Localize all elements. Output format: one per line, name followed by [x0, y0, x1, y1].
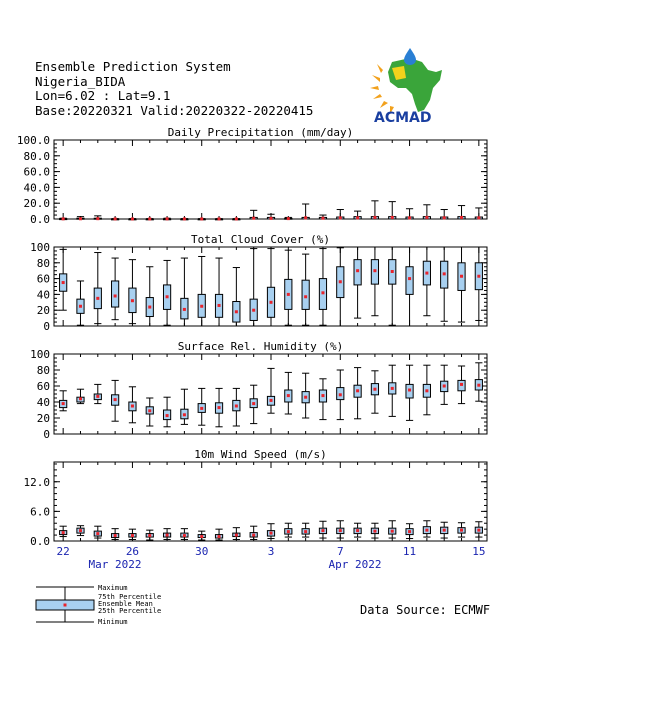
mean-marker: [270, 399, 273, 402]
box-day-16: [319, 249, 326, 326]
box-day-14: [285, 217, 292, 220]
box-day-17: [337, 248, 344, 326]
box-day-15: [302, 254, 309, 325]
mean-marker: [148, 534, 151, 537]
legend-mean-marker: [64, 604, 67, 607]
y-tick-label: 80: [36, 256, 50, 270]
panel-title: Total Cloud Cover (%): [190, 233, 331, 246]
box-day-13: [267, 214, 274, 220]
box-day-8: [181, 529, 188, 540]
mean-marker: [373, 216, 376, 219]
box-iqr: [112, 281, 119, 307]
panel-1: [17, 126, 487, 226]
mean-marker: [408, 389, 411, 392]
mean-marker: [200, 305, 203, 308]
legend-label-p25: 25th Percentile: [98, 607, 162, 615]
box-day-14: [285, 523, 292, 537]
box-day-5: [129, 260, 136, 324]
box-day-23: [441, 522, 448, 538]
y-tick-label: 0: [43, 320, 50, 333]
y-tick-label: 12.0: [23, 475, 50, 489]
x-tick-label: 22: [56, 545, 70, 558]
mean-marker: [79, 305, 82, 308]
mean-marker: [339, 280, 342, 283]
y-tick-label: 100.0: [16, 134, 50, 147]
header-coordinates: Lon=6.02 : Lat=9.1: [35, 88, 171, 103]
box-day-12: [250, 526, 257, 539]
mean-marker: [477, 384, 480, 387]
box-day-2: [77, 217, 84, 221]
month-label: Mar 2022: [88, 558, 142, 571]
mean-marker: [321, 394, 324, 397]
legend-label-p75: 75th Percentile: [98, 593, 162, 601]
box-day-16: [319, 521, 326, 538]
y-tick-label: 20: [36, 304, 50, 318]
y-tick-label: 40.0: [23, 181, 50, 195]
box-day-20: [389, 202, 396, 219]
mean-marker: [218, 217, 221, 220]
box-day-15: [302, 204, 309, 219]
mean-marker: [425, 389, 428, 392]
y-tick-label: 20: [36, 412, 50, 425]
box-iqr: [302, 280, 309, 309]
box-day-19: [371, 247, 378, 316]
mean-marker: [460, 275, 463, 278]
box-day-5: [129, 217, 136, 220]
box-day-5: [129, 529, 136, 539]
legend-label-min: Minimum: [98, 618, 128, 626]
mean-marker: [304, 396, 307, 399]
box-day-1: [60, 249, 67, 310]
mean-marker: [131, 217, 134, 220]
box-day-19: [371, 201, 378, 219]
mean-marker: [408, 277, 411, 280]
box-day-24: [458, 523, 465, 537]
mean-marker: [460, 216, 463, 219]
mean-marker: [287, 530, 290, 533]
mean-marker: [321, 217, 324, 220]
box-day-6: [146, 398, 153, 426]
mean-marker: [321, 529, 324, 532]
mean-marker: [200, 535, 203, 538]
box-day-1: [60, 217, 67, 220]
legend: [36, 584, 161, 626]
box-day-7: [163, 397, 170, 427]
box-day-20: [389, 365, 396, 416]
box-day-18: [354, 368, 361, 419]
box-day-14: [285, 250, 292, 325]
mean-marker: [114, 534, 117, 537]
y-tick-label: 80.0: [23, 149, 50, 163]
mean-marker: [373, 269, 376, 272]
box-day-9: [198, 388, 205, 425]
box-day-23: [441, 210, 448, 220]
mean-marker: [235, 405, 238, 408]
mean-marker: [235, 217, 238, 220]
mean-marker: [477, 529, 480, 532]
box-day-17: [337, 370, 344, 420]
box-day-20: [389, 521, 396, 538]
mean-marker: [148, 306, 151, 309]
mean-marker: [443, 216, 446, 219]
mean-marker: [443, 385, 446, 388]
y-tick-label: 80: [36, 364, 50, 377]
mean-marker: [356, 389, 359, 392]
mean-marker: [408, 530, 411, 533]
box-day-22: [423, 247, 430, 316]
box-day-8: [181, 389, 188, 424]
box-day-21: [406, 209, 413, 220]
mean-marker: [287, 217, 290, 220]
mean-marker: [166, 217, 169, 220]
box-day-3: [94, 253, 101, 324]
y-tick-label: 60: [36, 380, 50, 393]
box-day-2: [77, 389, 84, 403]
box-day-15: [302, 373, 309, 418]
box-day-1: [60, 526, 67, 536]
box-day-25: [475, 363, 482, 401]
box-day-8: [181, 258, 188, 326]
mean-marker: [252, 402, 255, 405]
box-day-16: [319, 379, 326, 420]
mean-marker: [321, 291, 324, 294]
mean-marker: [218, 304, 221, 307]
panel-4: [24, 448, 488, 548]
legend-label-mean: Ensemble Mean: [98, 600, 153, 608]
y-tick-label: 0.0: [30, 535, 50, 548]
box-day-17: [337, 210, 344, 220]
box-day-4: [112, 258, 119, 320]
mean-marker: [131, 534, 134, 537]
mean-marker: [183, 534, 186, 537]
box-day-13: [267, 249, 274, 326]
box-day-6: [146, 217, 153, 220]
mean-marker: [373, 530, 376, 533]
x-tick-label: 26: [125, 545, 140, 558]
box-day-3: [94, 216, 101, 220]
box-day-10: [215, 217, 222, 220]
box-day-8: [181, 217, 188, 220]
box-day-12: [250, 385, 257, 423]
box-day-10: [215, 258, 222, 326]
box-day-13: [267, 368, 274, 413]
box-day-16: [319, 215, 326, 220]
y-tick-label: 60.0: [23, 165, 50, 179]
mean-marker: [183, 308, 186, 311]
x-tick-label: 30: [195, 545, 209, 558]
box-day-1: [60, 391, 67, 411]
mean-marker: [252, 217, 255, 220]
mean-marker: [114, 217, 117, 220]
data-source-label: Data Source: ECMWF: [360, 603, 491, 617]
mean-marker: [460, 529, 463, 532]
mean-marker: [62, 531, 65, 534]
month-label: Apr 2022: [328, 558, 382, 571]
box-day-21: [406, 365, 413, 420]
mean-marker: [96, 217, 99, 220]
x-tick-label: 11: [402, 545, 417, 558]
mean-marker: [62, 281, 65, 284]
mean-marker: [339, 393, 342, 396]
panel-frame: [54, 140, 487, 219]
mean-marker: [270, 532, 273, 535]
mean-marker: [218, 406, 221, 409]
box-day-25: [475, 208, 482, 219]
box-day-9: [198, 217, 205, 220]
box-day-11: [233, 268, 240, 326]
mean-marker: [183, 217, 186, 220]
box-day-7: [163, 529, 170, 540]
box-day-25: [475, 522, 482, 537]
box-day-19: [371, 523, 378, 538]
mean-marker: [425, 216, 428, 219]
box-day-2: [77, 281, 84, 325]
box-day-10: [215, 388, 222, 426]
mean-marker: [391, 216, 394, 219]
mean-marker: [391, 270, 394, 273]
mean-marker: [443, 272, 446, 275]
mean-marker: [166, 534, 169, 537]
logo-text: ACMAD: [374, 110, 432, 126]
box-day-23: [441, 365, 448, 404]
mean-marker: [391, 387, 394, 390]
box-day-24: [458, 247, 465, 322]
mean-marker: [96, 395, 99, 398]
mean-marker: [443, 529, 446, 532]
mean-marker: [166, 414, 169, 417]
box-day-21: [406, 247, 413, 326]
box-day-4: [112, 529, 119, 540]
mean-marker: [79, 529, 82, 532]
box-day-20: [389, 247, 396, 325]
mean-marker: [373, 388, 376, 391]
box-day-17: [337, 521, 344, 538]
mean-marker: [408, 216, 411, 219]
mean-marker: [235, 310, 238, 313]
mean-marker: [270, 217, 273, 220]
box-day-18: [354, 523, 361, 537]
box-day-6: [146, 530, 153, 540]
box-day-11: [233, 217, 240, 220]
box-iqr: [406, 267, 413, 295]
mean-marker: [477, 275, 480, 278]
mean-marker: [477, 216, 480, 219]
mean-marker: [356, 216, 359, 219]
mean-marker: [218, 535, 221, 538]
mean-marker: [270, 301, 273, 304]
mean-marker: [62, 402, 65, 405]
header-validity: Base:20220321 Valid:20220322-20220415: [35, 102, 314, 118]
y-tick-label: 40: [36, 288, 50, 302]
mean-marker: [200, 217, 203, 220]
mean-marker: [339, 529, 342, 532]
mean-marker: [183, 413, 186, 416]
box-day-12: [250, 249, 257, 326]
mean-marker: [460, 383, 463, 386]
mean-marker: [304, 216, 307, 219]
box-day-7: [163, 260, 170, 325]
mean-marker: [96, 532, 99, 535]
box-day-18: [354, 247, 361, 318]
mean-marker: [339, 216, 342, 219]
box-day-7: [163, 217, 170, 220]
mean-marker: [356, 269, 359, 272]
y-tick-label: 100: [30, 241, 50, 254]
mean-marker: [96, 297, 99, 300]
box-day-22: [423, 205, 430, 219]
box-day-18: [354, 211, 361, 219]
box-day-2: [77, 526, 84, 536]
mean-marker: [304, 295, 307, 298]
legend-label-max: Maximum: [98, 584, 128, 592]
x-tick-label: 15: [472, 545, 486, 558]
panel-title: Surface Rel. Humidity (%): [177, 340, 344, 353]
y-tick-label: 0: [43, 428, 50, 441]
header-title: Ensemble Prediction System: [35, 59, 231, 74]
mean-marker: [425, 272, 428, 275]
mean-marker: [62, 217, 65, 220]
box-day-24: [458, 206, 465, 219]
y-tick-label: 0.0: [30, 213, 50, 226]
mean-marker: [200, 407, 203, 410]
header-location: Nigeria_BIDA: [35, 73, 126, 89]
y-tick-label: 40: [36, 396, 50, 409]
box-day-11: [233, 528, 240, 540]
mean-marker: [391, 530, 394, 533]
box-day-9: [198, 531, 205, 540]
box-day-23: [441, 247, 448, 321]
box-day-11: [233, 388, 240, 426]
panel-title: 10m Wind Speed (m/s): [194, 448, 327, 461]
box-day-4: [112, 380, 119, 421]
mean-marker: [79, 397, 82, 400]
mean-marker: [425, 529, 428, 532]
mean-marker: [287, 293, 290, 296]
y-tick-label: 100: [30, 348, 50, 361]
y-tick-label: 20.0: [23, 197, 50, 211]
box-day-22: [423, 365, 430, 415]
box-day-4: [112, 217, 119, 220]
box-day-3: [94, 384, 101, 403]
box-day-22: [423, 521, 430, 537]
box-iqr: [354, 260, 361, 285]
box-day-6: [146, 267, 153, 326]
box-day-21: [406, 524, 413, 539]
box-day-12: [250, 210, 257, 219]
box-day-9: [198, 256, 205, 326]
box-day-15: [302, 523, 309, 537]
mean-marker: [252, 309, 255, 312]
box-day-14: [285, 372, 292, 414]
mean-marker: [131, 405, 134, 408]
y-tick-label: 60: [36, 272, 50, 286]
x-tick-label: 7: [336, 545, 344, 558]
mean-marker: [304, 530, 307, 533]
mean-marker: [114, 398, 117, 401]
y-tick-label: 6.0: [30, 505, 50, 519]
mean-marker: [252, 534, 255, 537]
panel-3: [30, 340, 487, 441]
box-day-5: [129, 387, 136, 423]
box-day-13: [267, 524, 274, 539]
box-day-25: [475, 247, 482, 320]
mean-marker: [148, 217, 151, 220]
box-day-10: [215, 529, 222, 540]
mean-marker: [79, 217, 82, 220]
mean-marker: [166, 295, 169, 298]
box-day-19: [371, 371, 378, 413]
box-day-3: [94, 526, 101, 538]
mean-marker: [235, 534, 238, 537]
mean-marker: [131, 299, 134, 302]
x-tick-label: 3: [267, 545, 275, 558]
mean-marker: [114, 294, 117, 297]
mean-marker: [356, 529, 359, 532]
panel-2: [30, 233, 487, 333]
mean-marker: [287, 394, 290, 397]
panel-title: Daily Precipitation (mm/day): [167, 126, 354, 139]
box-day-24: [458, 366, 465, 404]
mean-marker: [148, 409, 151, 412]
